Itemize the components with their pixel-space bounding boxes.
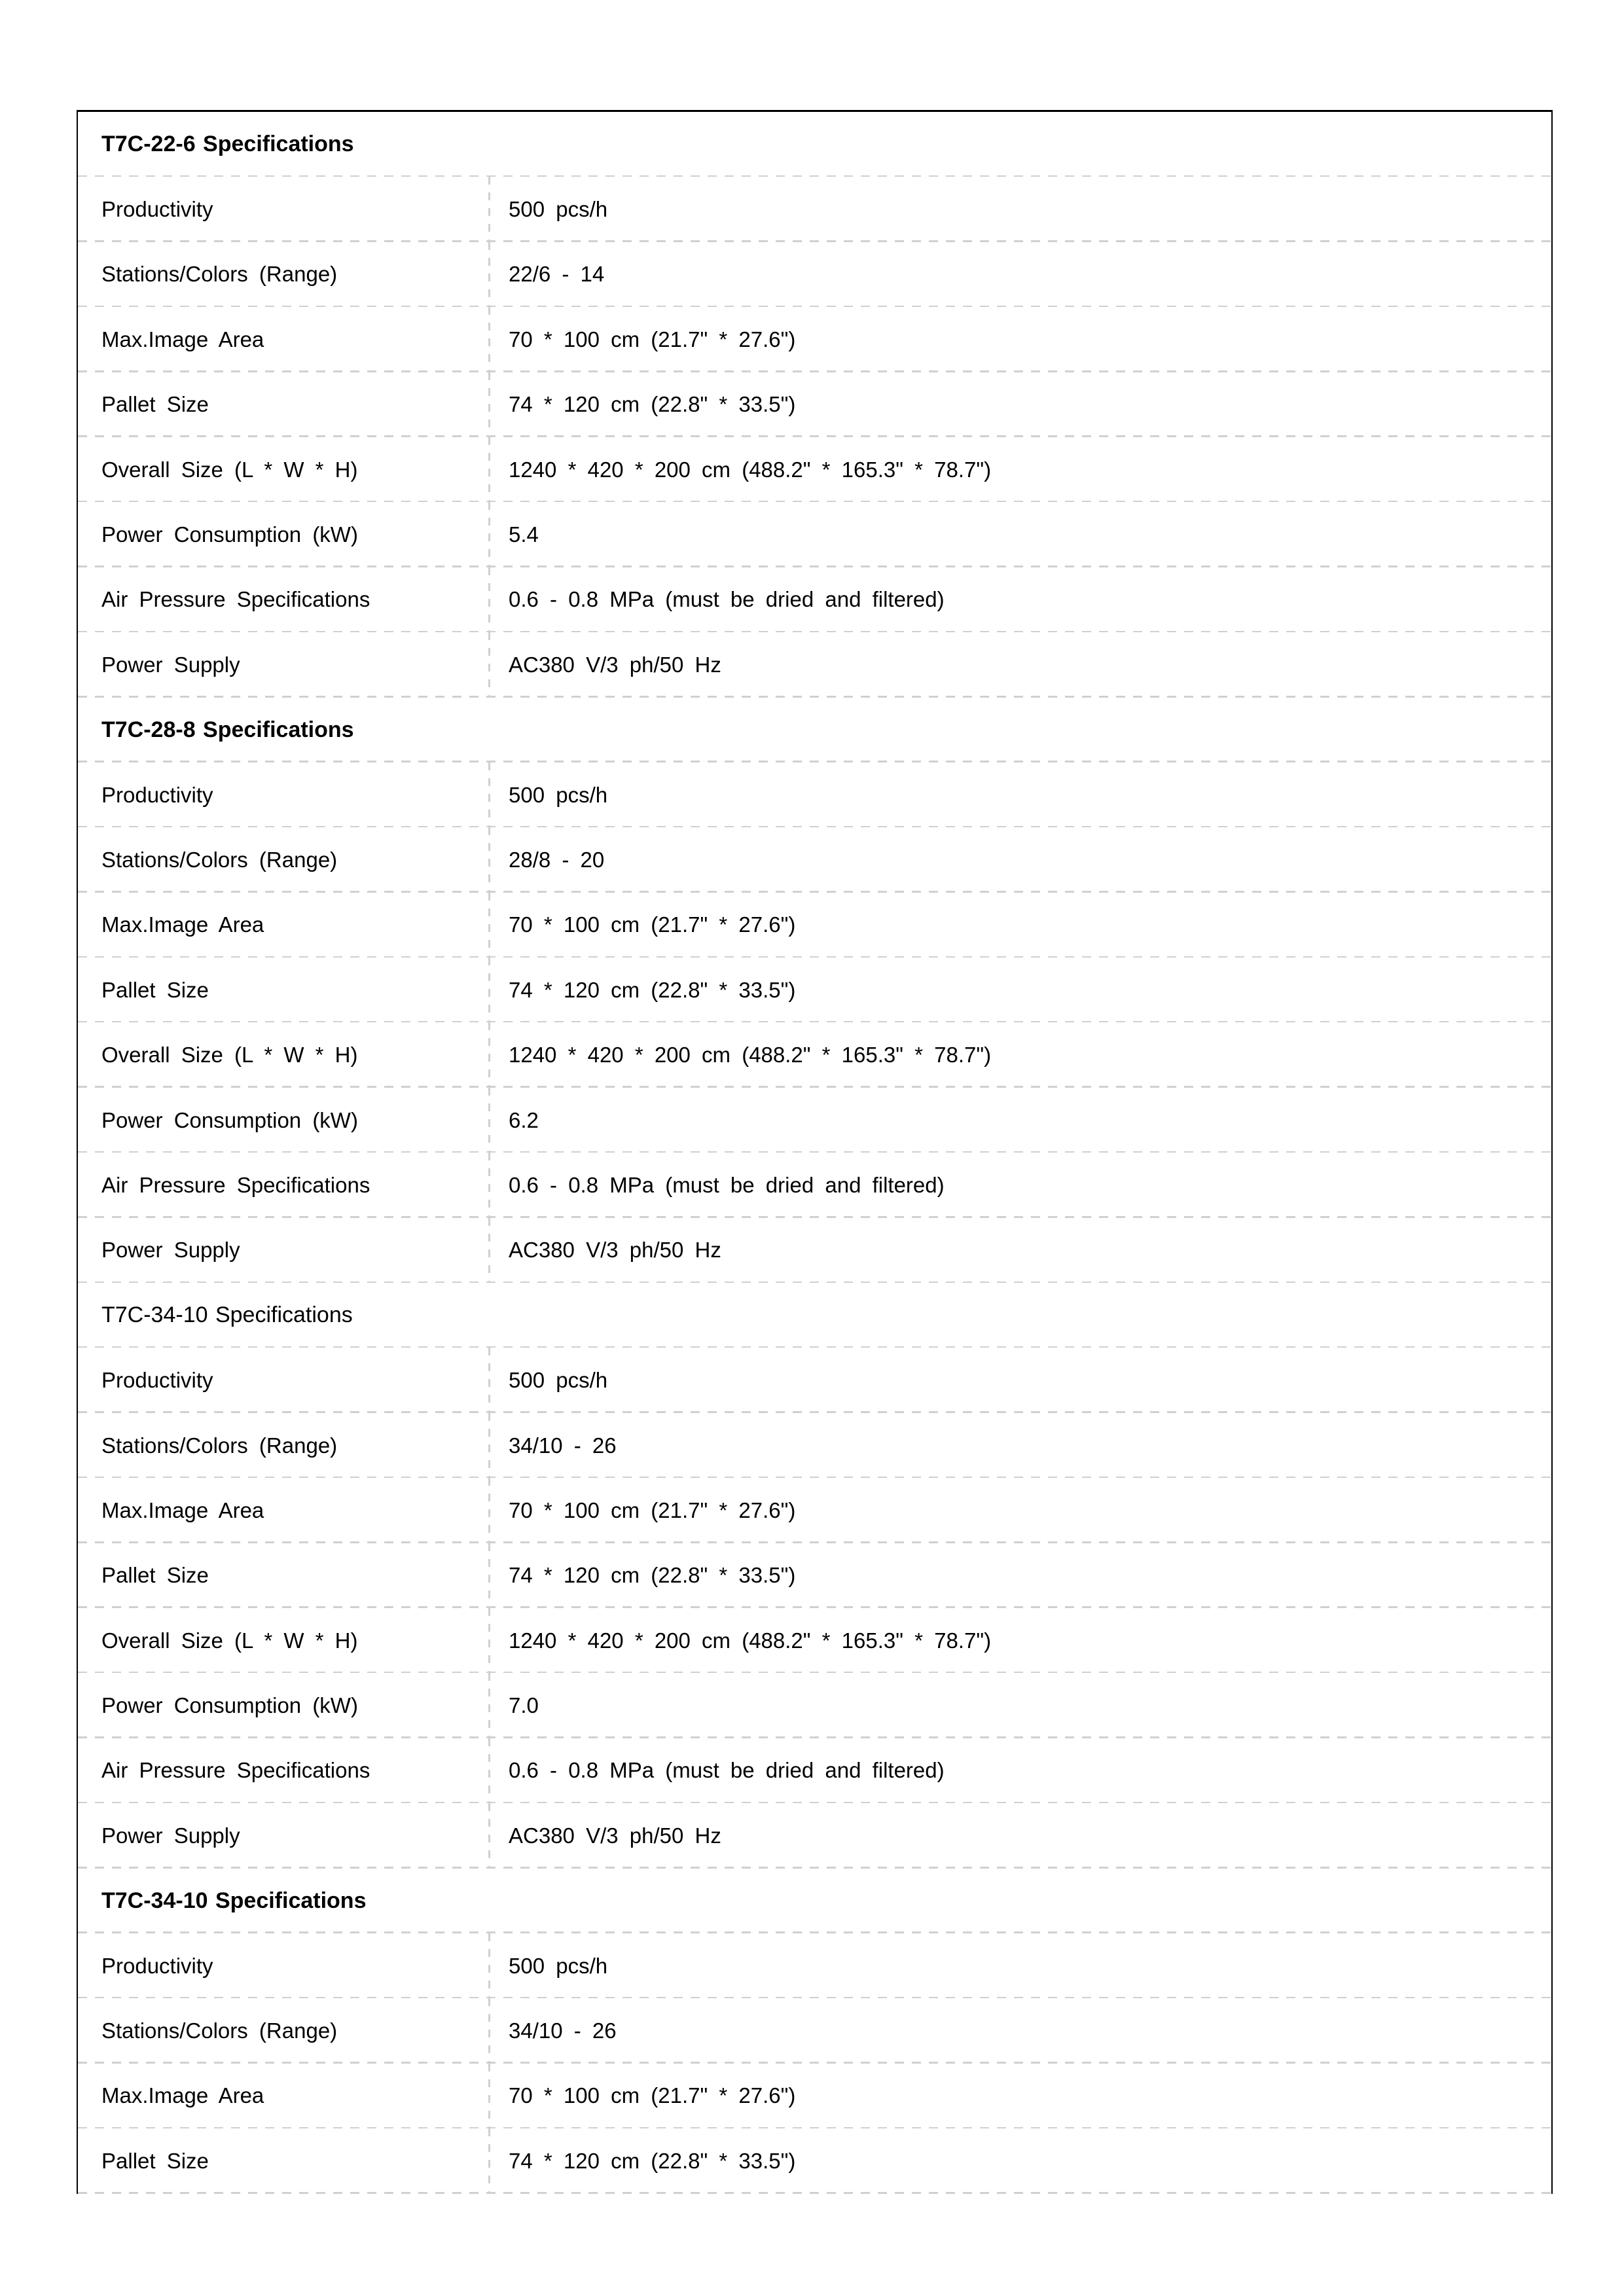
spec-label: Max.Image Area [101,2083,264,2108]
spec-value: 6.2 [509,1107,539,1132]
spec-row [78,1153,1551,1217]
spec-value: AC380 V/3 ph/50 Hz [509,1823,721,1848]
spec-row [78,177,1551,242]
spec-value: 34/10 - 26 [509,1433,617,1458]
spec-value: 34/10 - 26 [509,2018,617,2043]
spec-row [78,1218,1551,1283]
spec-label: Stations/Colors (Range) [101,1433,338,1458]
spec-label: Power Supply [101,652,240,677]
spec-value: 7.0 [509,1693,539,1718]
spec-value: AC380 V/3 ph/50 Hz [509,1238,721,1263]
spec-label: Overall Size (L * W * H) [101,457,358,482]
spec-value: 74 * 120 cm (22.8" * 33.5") [509,2148,796,2173]
spec-value: 0.6 - 0.8 MPa (must be dried and filtered) [509,587,945,612]
spec-row [78,242,1551,307]
spec-label: Productivity [101,1368,213,1393]
spec-row [78,1413,1551,1478]
spec-row [78,632,1551,697]
spec-label: Air Pressure Specifications [101,1172,370,1197]
spec-label: Pallet Size [101,2148,209,2173]
spec-label: Stations/Colors (Range) [101,2018,338,2043]
spec-row [78,2064,1551,2128]
spec-row [78,1803,1551,1868]
spec-label: Air Pressure Specifications [101,1758,370,1783]
spec-label: Productivity [101,1953,213,1978]
spec-label: Pallet Size [101,977,209,1002]
spec-row [78,1998,1551,2063]
spec-row [78,958,1551,1022]
section-title: T7C-34-10 Specifications [101,1888,367,1913]
spec-row [78,1543,1551,1608]
spec-row [78,1478,1551,1543]
spec-label: Max.Image Area [101,1498,264,1522]
spec-value: 74 * 120 cm (22.8" * 33.5") [509,1563,796,1588]
spec-value: 74 * 120 cm (22.8" * 33.5") [509,977,796,1002]
spec-value: 1240 * 420 * 200 cm (488.2" * 165.3" * 78.7") [509,457,992,482]
spec-row [78,2128,1551,2193]
spec-value: 70 * 100 cm (21.7" * 27.6") [509,2083,796,2108]
spec-row [78,762,1551,827]
row-separator-line [78,2192,1551,2194]
section-title: T7C-22-6 Specifications [101,132,354,157]
spec-label: Max.Image Area [101,327,264,351]
spec-row [78,1738,1551,1803]
spec-row [78,1608,1551,1673]
spec-label: Air Pressure Specifications [101,587,370,612]
spec-value: 22/6 - 14 [509,262,605,287]
spec-row [78,1673,1551,1738]
spec-label: Power Consumption (kW) [101,1693,358,1718]
spec-value: 500 pcs/h [509,1953,608,1978]
spec-label: Stations/Colors (Range) [101,262,338,287]
section-title: T7C-34-10 Specifications [101,1302,353,1328]
spec-label: Productivity [101,197,213,222]
section-header-row [78,112,1551,177]
spec-value: 0.6 - 0.8 MPa (must be dried and filtered) [509,1172,945,1197]
spec-value: 500 pcs/h [509,1368,608,1393]
section-header-row [78,698,1551,762]
spec-value: 500 pcs/h [509,782,608,807]
spec-label: Overall Size (L * W * H) [101,1043,358,1067]
spec-row [78,437,1551,502]
spec-row [78,1933,1551,1998]
spec-value: 0.6 - 0.8 MPa (must be dried and filtered) [509,1758,945,1783]
spec-label: Pallet Size [101,392,209,417]
spec-row [78,502,1551,567]
spec-row [78,372,1551,437]
spec-label: Overall Size (L * W * H) [101,1628,358,1653]
spec-value: 1240 * 420 * 200 cm (488.2" * 165.3" * 78.7") [509,1043,992,1067]
spec-label: Stations/Colors (Range) [101,847,338,872]
spec-row [78,307,1551,372]
spec-value: 70 * 100 cm (21.7" * 27.6") [509,327,796,351]
spec-value: 500 pcs/h [509,197,608,222]
section-title: T7C-28-8 Specifications [101,717,354,742]
spec-label: Productivity [101,782,213,807]
spec-label: Power Consumption (kW) [101,1107,358,1132]
spec-row [78,1022,1551,1087]
section-header-row [78,1283,1551,1348]
spec-value: 5.4 [509,522,539,547]
spec-label: Power Supply [101,1238,240,1263]
spec-label: Max.Image Area [101,912,264,937]
spec-value: 70 * 100 cm (21.7" * 27.6") [509,1498,796,1522]
spec-value: 28/8 - 20 [509,847,605,872]
spec-value: 70 * 100 cm (21.7" * 27.6") [509,912,796,937]
spec-row [78,893,1551,958]
spec-label: Power Consumption (kW) [101,522,358,547]
spec-label: Pallet Size [101,1563,209,1588]
spec-value: 1240 * 420 * 200 cm (488.2" * 165.3" * 78.7") [509,1628,992,1653]
spec-row [78,567,1551,632]
spec-row [78,827,1551,892]
spec-label: Power Supply [101,1823,240,1848]
spec-value: AC380 V/3 ph/50 Hz [509,652,721,677]
spec-row [78,1088,1551,1153]
spec-table [77,110,1553,2194]
spec-value: 74 * 120 cm (22.8" * 33.5") [509,392,796,417]
spec-row [78,1348,1551,1412]
section-header-row [78,1869,1551,1933]
